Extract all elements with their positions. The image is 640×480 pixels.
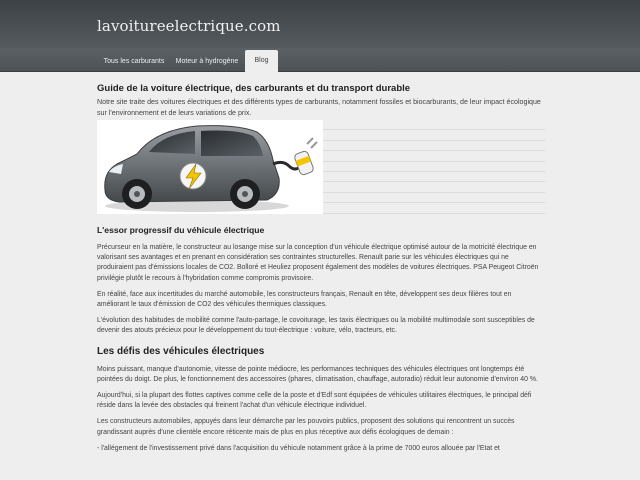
nav-blog-active[interactable]: Blog <box>245 50 278 72</box>
nav-moteur-hydrogene[interactable]: Moteur à hydrogène <box>175 58 239 65</box>
paragraph: L'évolution des habitudes de mobilité comme l'auto-partage, le covoiturage, les taxis électriques ou la mobilité multimodale sont susceptibles de devenir des atouts précieux pour le développement du tout-électrique : voiture, vélo, tracteurs, etc. <box>97 317 535 335</box>
section-heading-defis: Les défis des véhicules électriques <box>97 345 265 357</box>
section-heading-essor: L'essor progressif du véhicule électrique <box>97 225 265 235</box>
paragraph: Précurseur en la matière, le constructeur au losange mise sur la conception d'un véhicule électrique optimisé autour de la motricité électrique en valorisant ses avantages et en prenant en considération ses contraintes structurelles. Renault parie sur les véhicules électriques qui ne produiraient pas d'émissions locales de CO2. Bolloré et Heuliez proposent également des modèles de voitures électriques. PSA Peugeot Citroën privilégie plutôt le recours à l'hybridation comme compromis provisoire. <box>97 244 539 282</box>
site-header <box>0 0 640 48</box>
paragraph: - l'allégement de l'investissement privé dans l'acquisition du véhicule notamment grâce à la prime de 7000 euros allouée par l'Etat et <box>97 444 500 452</box>
electric-car-plug-image <box>97 120 323 214</box>
site-title-link[interactable]: lavoitureelectrique.com <box>97 17 281 35</box>
decorative-rules <box>323 120 545 214</box>
paragraph: Moins puissant, manque d'autonomie, vitesse de pointe médiocre, les performances techniques des véhicules électriques ont longtemps été pointées du doigt. De plus, le fonctionnement des accessoires (phares, climatisation, chauffage, autoradio) réduit leur autonomie d'environ 40 %. <box>97 365 538 383</box>
paragraph: Les constructeurs automobiles, appuyés dans leur démarche par les pouvoirs publics, proposent des solutions qui rencontrent un succès grandissant auprès d'une clientèle encore réticente mais de plus en plus réceptive aux défis écologiques de demain : <box>97 418 515 436</box>
intro-paragraph: Notre site traite des voitures électriques et des différents types de carburants, notamment fossiles et biocarburants, de leur impact écologique sur l'environnement et de leurs variations de prix. <box>97 98 541 117</box>
paragraph: En réalité, face aux incertitudes du marché automobile, les constructeurs français, Renault en tête, développent ses deux filières tout en améliorant le taux d'émission de CO2 des véhicules thermiques classiques. <box>97 290 512 309</box>
page-title: Guide de la voiture électrique, des carburants et du transport durable <box>97 83 411 94</box>
electric-car-icon <box>97 120 323 214</box>
paragraph: Aujourd'hui, si la plupart des flottes captives comme celle de la poste et d'Edf sont équipées de véhicules utilitaires électriques, le principal défi réside dans la levée des obstacles qui freinent l'achat d'un véhicule électrique individuel. <box>97 392 532 410</box>
main-navigation <box>0 48 640 72</box>
hero-figure <box>97 120 545 214</box>
main-content <box>97 82 545 454</box>
nav-tous-les-carburants[interactable]: Tous les carburants <box>103 58 165 65</box>
